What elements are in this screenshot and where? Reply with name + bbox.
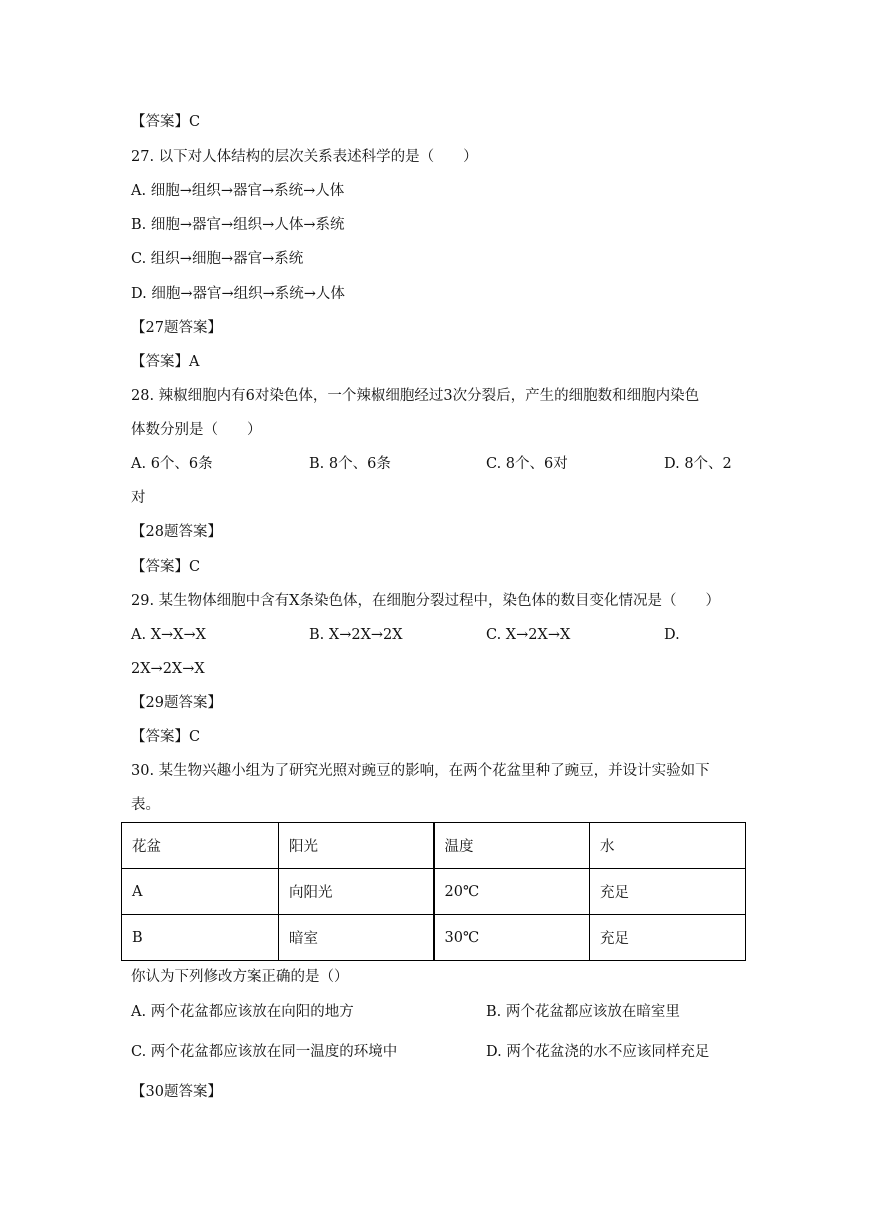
table-cell: 向阳光: [279, 869, 434, 915]
question-30-prompt: 你认为下列修改方案正确的是（）: [131, 969, 349, 985]
question-27-option-b: B. 细胞→器官→组织→人体→系统: [131, 217, 345, 233]
question-28-line-2: 体数分别是（ ）: [131, 422, 262, 438]
question-28-option-d-wrap: 对: [131, 490, 146, 506]
question-27-option-c: C. 组织→细胞→器官→系统: [131, 251, 304, 267]
question-28-option-c: C. 8个、6对: [486, 456, 568, 472]
question-30-answer-heading: 【30题答案】: [131, 1084, 222, 1100]
table-cell: 20℃: [434, 869, 590, 915]
question-29-option-b: B. X→2X→2X: [309, 627, 403, 643]
table-cell: 充足: [590, 915, 746, 961]
table-row: [122, 869, 746, 915]
question-29-option-d-wrap: 2X→2X→X: [131, 661, 205, 677]
question-28-answer-heading: 【28题答案】: [131, 524, 222, 540]
question-27: 27. 以下对人体结构的层次关系表述科学的是（ ）: [131, 149, 478, 165]
question-30-line-1: 30. 某生物兴趣小组为了研究光照对豌豆的影响，在两个花盆里种了豌豆，并设计实验如下: [131, 763, 710, 779]
question-29-answer: 【答案】C: [131, 729, 201, 745]
question-29-option-d: D.: [664, 627, 680, 643]
table-header-cell: 花盆: [122, 823, 279, 869]
question-30-option-a: A. 两个花盆都应该放在向阳的地方: [131, 1004, 354, 1020]
answer-26: 【答案】C: [131, 114, 201, 130]
question-27-answer-heading: 【27题答案】: [131, 320, 222, 336]
question-29: 29. 某生物体细胞中含有X条染色体，在细胞分裂过程中，染色体的数目变化情况是（ ）: [131, 593, 720, 609]
question-30-line-2: 表。: [131, 797, 160, 813]
question-29-option-c: C. X→2X→X: [486, 627, 571, 643]
question-28-option-b: B. 8个、6条: [309, 456, 391, 472]
question-30-option-d: D. 两个花盆浇的水不应该同样充足: [486, 1044, 710, 1060]
table-cell: 充足: [590, 869, 746, 915]
question-28-option-d: D. 8个、2: [664, 456, 732, 472]
question-28-line-1: 28. 辣椒细胞内有6对染色体，一个辣椒细胞经过3次分裂后，产生的细胞数和细胞内染色: [131, 388, 700, 404]
table-row: [122, 915, 746, 961]
table-header-cell: 水: [590, 823, 746, 869]
question-27-answer: 【答案】A: [131, 354, 200, 370]
question-27-option-d: D. 细胞→器官→组织→系统→人体: [131, 286, 345, 302]
question-30-option-b: B. 两个花盆都应该放在暗室里: [486, 1004, 680, 1020]
question-28-answer: 【答案】C: [131, 559, 201, 575]
question-29-answer-heading: 【29题答案】: [131, 695, 222, 711]
question-29-option-a: A. X→X→X: [131, 627, 206, 643]
question-30-option-c: C. 两个花盆都应该放在同一温度的环境中: [131, 1044, 398, 1060]
table-cell: 30℃: [434, 915, 590, 961]
table-cell: A: [122, 869, 279, 915]
experiment-table: [121, 822, 746, 961]
table-header-cell: 温度: [434, 823, 590, 869]
table-header-row: [122, 823, 746, 869]
table-cell: B: [122, 915, 279, 961]
table-cell: 暗室: [279, 915, 434, 961]
question-27-option-a: A. 细胞→组织→器官→系统→人体: [131, 183, 345, 199]
question-28-option-a: A. 6个、6条: [131, 456, 213, 472]
table-header-cell: 阳光: [279, 823, 434, 869]
